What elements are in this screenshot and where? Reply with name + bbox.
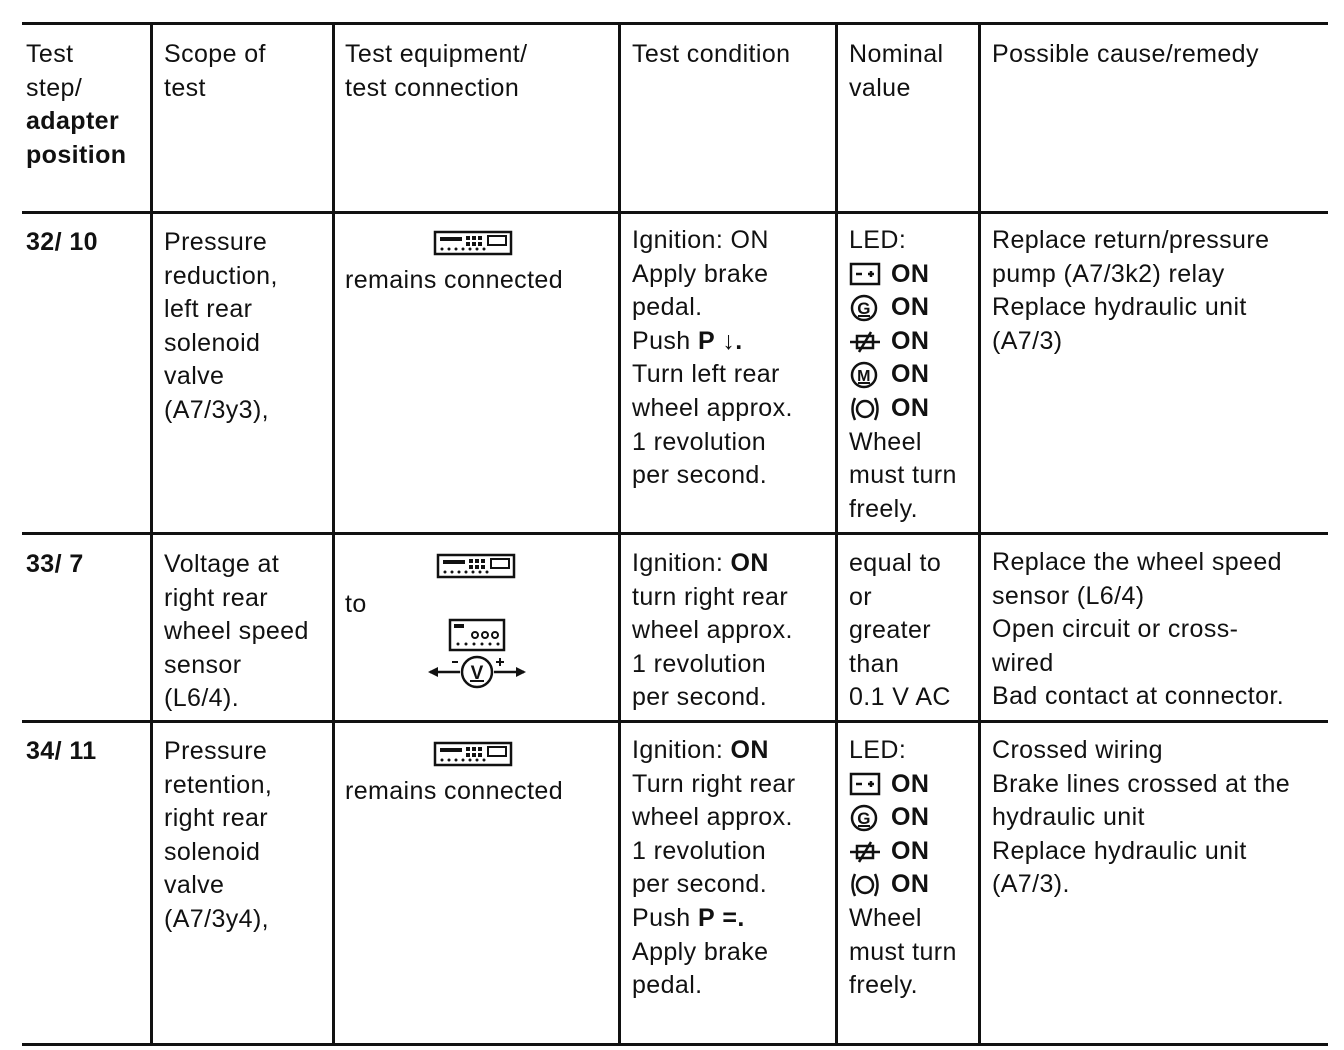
- nominal-line: Wheel: [849, 427, 922, 456]
- condition-line: wheel approx.: [632, 616, 793, 645]
- condition-line: turn right rear: [632, 582, 789, 611]
- led-row: [849, 291, 957, 325]
- row2-condition: [632, 547, 793, 715]
- led-state: ON: [891, 870, 930, 899]
- push-line: [632, 325, 793, 359]
- header-text: Test equipment/: [345, 40, 528, 68]
- header-text: Nominal: [849, 40, 944, 68]
- led-state: ON: [891, 326, 930, 355]
- header-text: Test: [26, 40, 74, 68]
- header-text: value: [849, 73, 911, 102]
- led-state: ON: [891, 360, 930, 389]
- tester-icon: [433, 230, 513, 256]
- push-suffix: =.: [722, 903, 745, 932]
- header-text: Scope of: [164, 40, 266, 68]
- svg-text:G: G: [857, 298, 871, 318]
- ignition-state: ON: [730, 736, 769, 764]
- scope-line: right rear: [164, 583, 269, 612]
- tester-icon: [433, 741, 513, 767]
- nominal-line: freely.: [849, 971, 919, 1000]
- nominal-line: greater: [849, 616, 932, 645]
- condition-line: Apply brake: [632, 259, 769, 288]
- col-divider-5: [978, 24, 981, 1045]
- remedy-line: hydraulic unit: [992, 803, 1145, 832]
- m-circle-icon: [849, 361, 883, 389]
- scope-line: valve: [164, 362, 225, 391]
- header-remedy: [992, 38, 1259, 72]
- row3-equipment-text: remains connected: [345, 777, 564, 805]
- led-state: ON: [891, 803, 930, 832]
- led-row: [849, 358, 957, 392]
- remedy-line: wired: [992, 648, 1054, 677]
- nominal-line: or: [849, 582, 873, 611]
- col-divider-4: [835, 24, 838, 1045]
- scope-line: wheel speed: [164, 617, 309, 646]
- led-row: [849, 801, 957, 835]
- remedy-line: Brake lines crossed at the: [992, 769, 1291, 798]
- remedy-line: Replace hydraulic unit: [992, 293, 1247, 322]
- remedy-line: (A7/3): [992, 326, 1063, 355]
- condition-line: Turn right rear: [632, 769, 796, 798]
- remedy-line: Crossed wiring: [992, 736, 1163, 764]
- nominal-line: freely.: [849, 494, 919, 523]
- condition-line: 1 revolution: [632, 427, 767, 456]
- remedy-line: Replace return/pressure: [992, 226, 1270, 254]
- remedy-line: Open circuit or cross-: [992, 615, 1239, 644]
- row1-step: [26, 226, 98, 260]
- led-state: ON: [891, 836, 930, 865]
- led-state: ON: [891, 293, 930, 322]
- g-circle-icon: [849, 294, 883, 322]
- row2-scope: [164, 548, 309, 716]
- condition-line: pedal.: [632, 971, 703, 1000]
- battery-icon: [849, 260, 883, 288]
- remedy-line: Bad contact at connector.: [992, 682, 1285, 711]
- ignition-prefix: Ignition:: [632, 549, 731, 577]
- table-top-rule: [22, 22, 1328, 25]
- scope-line: left rear: [164, 295, 253, 324]
- header-text: test: [164, 73, 206, 102]
- ignition-line: [632, 734, 795, 768]
- row2-nominal: [849, 547, 951, 715]
- ignition-line: [632, 547, 793, 581]
- header-nominal: [849, 38, 944, 105]
- led-row: [849, 392, 957, 426]
- condition-line: per second.: [632, 683, 768, 712]
- push-prefix: Push: [632, 326, 698, 355]
- step-number: 34/: [26, 737, 62, 765]
- row2-step: [26, 548, 84, 582]
- condition-line: Apply brake: [632, 937, 769, 966]
- push-key: P: [697, 903, 716, 932]
- row1-condition: [632, 224, 793, 493]
- voltmeter-icon: [426, 654, 528, 690]
- nominal-line: must turn: [849, 461, 957, 490]
- remedy-line: pump (A7/3k2) relay: [992, 259, 1225, 288]
- brake-icon: [849, 395, 883, 423]
- led-row: [849, 868, 957, 902]
- push-line: [632, 902, 795, 936]
- scope-line: (L6/4).: [164, 684, 240, 713]
- header-text: Possible cause/remedy: [992, 40, 1259, 68]
- condition-line: 1 revolution: [632, 649, 767, 678]
- row2-remedy: [992, 546, 1284, 714]
- header-scope: [164, 38, 266, 105]
- row3-scope: [164, 735, 272, 937]
- row1-bottom-rule: [22, 532, 1328, 535]
- row2-bottom-rule: [22, 720, 1328, 723]
- row2-equipment-to: to: [345, 590, 367, 618]
- header-text: adapter: [26, 107, 120, 136]
- row1-nominal: [849, 224, 957, 526]
- remedy-line: Replace hydraulic unit: [992, 836, 1247, 865]
- adapter-position: 10: [69, 228, 98, 256]
- scope-line: (A7/3y3),: [164, 395, 270, 424]
- led-label: LED:: [849, 736, 907, 764]
- nominal-line: 0.1 V AC: [849, 683, 951, 712]
- svg-text:M: M: [857, 368, 871, 386]
- scope-line: Pressure: [164, 228, 268, 256]
- row3-step: [26, 735, 97, 769]
- ignition-prefix: Ignition:: [632, 736, 731, 764]
- led-row: [849, 258, 957, 292]
- header-text: step/: [26, 73, 83, 102]
- condition-line: Ignition: ON: [632, 226, 769, 254]
- condition-line: 1 revolution: [632, 836, 767, 865]
- scope-line: Voltage at: [164, 550, 280, 578]
- scope-line: sensor: [164, 650, 242, 679]
- row3-remedy: [992, 734, 1290, 902]
- col-divider-2: [332, 24, 335, 1045]
- nominal-line: equal to: [849, 549, 942, 577]
- header-condition: [632, 38, 790, 72]
- nominal-line: than: [849, 649, 900, 678]
- header-bottom-rule: [22, 211, 1328, 214]
- remedy-line: sensor (L6/4): [992, 581, 1145, 610]
- led-row: [849, 768, 957, 802]
- valve-icon: [849, 838, 883, 866]
- led-label: LED:: [849, 226, 907, 254]
- scope-line: reduction,: [164, 261, 278, 290]
- adapter-position: 11: [69, 737, 97, 765]
- remedy-line: (A7/3).: [992, 870, 1070, 899]
- adapter-box-icon: [448, 618, 506, 652]
- condition-line: wheel approx.: [632, 393, 793, 422]
- svg-text:G: G: [857, 808, 871, 828]
- row1-equipment-text: remains connected: [345, 266, 564, 294]
- brake-icon: [849, 871, 883, 899]
- adapter-position: 7: [69, 550, 84, 578]
- valve-icon: [849, 328, 883, 356]
- condition-line: per second.: [632, 461, 768, 490]
- scope-line: right rear: [164, 804, 269, 833]
- nominal-line: Wheel: [849, 903, 922, 932]
- col-divider-3: [618, 24, 621, 1045]
- step-number: 32/: [26, 228, 62, 256]
- row3-nominal: [849, 734, 957, 1003]
- header-text: position: [26, 140, 127, 169]
- table-bottom-rule: [22, 1043, 1328, 1046]
- svg-text:V: V: [470, 663, 484, 684]
- scope-line: (A7/3y4),: [164, 904, 270, 933]
- header-equipment: [345, 38, 528, 105]
- condition-line: wheel approx.: [632, 803, 793, 832]
- condition-line: per second.: [632, 870, 768, 899]
- col-divider-1: [150, 24, 153, 1045]
- remedy-line: Replace the wheel speed: [992, 548, 1282, 576]
- led-row: [849, 325, 957, 359]
- push-key: P: [697, 326, 716, 355]
- step-number: 33/: [26, 550, 62, 578]
- push-prefix: Push: [632, 903, 698, 932]
- led-state: ON: [891, 259, 930, 288]
- ignition-state: ON: [730, 549, 769, 577]
- nominal-line: must turn: [849, 937, 957, 966]
- battery-icon: [849, 770, 883, 798]
- tester-icon: [436, 553, 516, 579]
- led-row: [849, 835, 957, 869]
- row1-remedy: [992, 224, 1269, 358]
- condition-line: pedal.: [632, 293, 703, 322]
- header-text: Test condition: [632, 40, 791, 68]
- header-text: test connection: [345, 73, 520, 102]
- push-suffix: ↓.: [722, 326, 743, 355]
- scope-line: solenoid: [164, 328, 261, 357]
- g-circle-icon: [849, 804, 883, 832]
- scope-line: Pressure: [164, 737, 268, 765]
- row1-scope: [164, 226, 278, 428]
- led-state: ON: [891, 769, 930, 798]
- condition-line: Turn left rear: [632, 360, 780, 389]
- scope-line: solenoid: [164, 837, 261, 866]
- scope-line: retention,: [164, 770, 273, 799]
- scope-line: valve: [164, 871, 225, 900]
- row3-condition: [632, 734, 795, 1003]
- header-test-step: [26, 38, 126, 172]
- led-state: ON: [891, 393, 930, 422]
